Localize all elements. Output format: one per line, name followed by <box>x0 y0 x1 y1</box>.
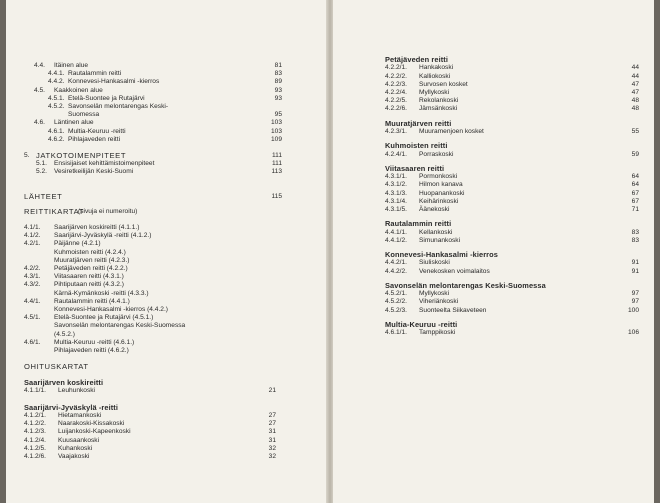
portage-page: 91 <box>631 259 639 267</box>
toc-code: 4.5. <box>34 86 45 94</box>
portage-code: 4.1.2/2. <box>24 420 46 428</box>
portage-section-title: Savonselän melontarengas Keski-Suomessa <box>385 280 546 290</box>
portage-text: Pormonkoski <box>419 173 458 181</box>
toc-code: 5. <box>24 152 30 159</box>
portage-code: 4.1.2/6. <box>24 453 46 460</box>
portage-code: 4.2.2/6. <box>385 105 407 113</box>
portage-page: 44 <box>631 64 639 72</box>
toc-page: 103 <box>270 127 282 135</box>
portage-page: 59 <box>631 150 639 158</box>
portage-code: 4.2.2/1. <box>385 64 407 72</box>
portage-page: 67 <box>631 189 639 197</box>
toc-page: 89 <box>274 78 282 86</box>
portage-text: Suonteelta Siikaveteen <box>419 306 487 314</box>
toc-title: Savonselän melontarengas Keski- <box>68 103 169 110</box>
portage-page: 32 <box>268 444 276 452</box>
toc-code: 4.4.1. <box>48 70 65 78</box>
toc-title: Itäinen alue <box>54 62 89 69</box>
portage-code: 4.2.4/1. <box>385 150 407 158</box>
toc-title: Suomessa <box>68 111 100 119</box>
toc-title: Pihlajaveden reitti <box>68 135 121 143</box>
portage-code: 4.1.2/1. <box>24 412 46 419</box>
portage-page: 21 <box>268 387 276 395</box>
portage-text: Myllykoski <box>419 89 450 96</box>
sources-heading: LÄHTEET <box>24 192 63 201</box>
portage-code: 4.4.1/1. <box>385 228 407 236</box>
left-page <box>6 0 328 503</box>
portage-code: 4.1.1/1. <box>24 387 46 395</box>
toc-title: Etelä-Suontee ja Rutajärvi <box>68 94 145 102</box>
portage-page: 97 <box>631 290 639 298</box>
portage-text: Survosen kosket <box>419 80 468 88</box>
portage-code: 4.5.2/3. <box>385 306 407 314</box>
portage-text: Luijankoski-Kapeenkoski <box>58 428 131 436</box>
route-map-code: 4.1/1. <box>24 224 41 231</box>
portage-section-title: Multia-Keuruu -reitti <box>385 319 458 329</box>
toc-code: 4.4.2. <box>48 78 65 86</box>
route-map-text: Rautalammin reitti (4.4.1.) <box>54 297 130 305</box>
toc-title: Vesiretkeilijän Keski-Suomi <box>54 168 134 176</box>
right-edge <box>654 0 660 503</box>
portage-page: 67 <box>631 197 639 205</box>
portage-page: 47 <box>631 80 639 88</box>
route-map-text: Savonselän melontarengas Keski-Suomessa <box>54 322 186 330</box>
toc-page: 93 <box>274 86 282 94</box>
portage-text: Huopanankoski <box>419 189 465 197</box>
route-map-text: Konnevesi-Hankasalmi -kierros (4.4.2.) <box>54 306 168 313</box>
portage-text: Vaajakoski <box>58 453 90 460</box>
toc-code: 4.5.2. <box>48 103 65 110</box>
portage-text: Hankakoski <box>419 64 454 72</box>
route-map-code: 4.2/1. <box>24 240 41 248</box>
portage-code: 4.4.1/2. <box>385 236 407 244</box>
portage-text: Hilmon kanava <box>419 181 463 189</box>
portage-text: Kalliokoski <box>419 72 451 80</box>
portage-page: 31 <box>268 436 276 444</box>
portage-code: 4.6.1/1. <box>385 329 407 337</box>
portage-code: 4.1.2/4. <box>24 436 46 444</box>
route-map-code: 4.4/1. <box>24 297 41 305</box>
toc-page: 111 <box>271 152 282 159</box>
portage-text: Porraskoski <box>419 150 454 158</box>
toc-title: Ensisijaiset kehittämistoimenpiteet <box>54 160 155 168</box>
portage-text: Myllykoski <box>419 290 450 298</box>
portage-page: 32 <box>268 453 276 460</box>
portage-code: 4.4.2/1. <box>385 259 407 267</box>
portage-text: Viheriänkoski <box>419 298 459 306</box>
portage-text: Naarakoski-Kissakoski <box>58 420 125 428</box>
portage-page: 44 <box>631 72 639 80</box>
toc-title: JATKOTOIMENPITEET <box>36 151 127 160</box>
toc-title: Läntinen alue <box>54 119 94 127</box>
portage-text: Leuhunkoski <box>58 387 96 395</box>
toc-code: 5.1. <box>36 160 47 168</box>
route-map-text: (4.5.2.) <box>54 330 75 338</box>
route-map-text: Päijänne (4.2.1) <box>54 240 101 248</box>
route-map-code: 4.6/1. <box>24 338 41 346</box>
route-map-code: 4.3/2. <box>24 281 41 289</box>
portage-page: 48 <box>631 105 639 113</box>
route-maps-note: (sivuja ei numeroitu) <box>78 208 138 215</box>
portage-section-title: Petäjäveden reitti <box>385 55 449 64</box>
portage-code: 4.2.2/3. <box>385 80 407 88</box>
route-map-text: Saarijärvi-Jyväskylä -reitti (4.1.2.) <box>54 232 152 240</box>
portage-section-title: Viitasaaren reitti <box>385 163 445 173</box>
toc-page: 111 <box>271 160 282 168</box>
portage-page: 71 <box>631 206 639 213</box>
route-map-text: Saarijärven koskireitti (4.1.1.) <box>54 224 140 231</box>
route-map-text: Multia-Keuruu -reitti (4.6.1.) <box>54 338 135 346</box>
toc-code: 4.6. <box>34 119 45 127</box>
portage-code: 4.2.2/4. <box>385 89 407 96</box>
toc-page: 83 <box>274 70 282 78</box>
portage-text: Jämsänkoski <box>419 105 458 113</box>
portage-code: 4.4.2/2. <box>385 267 407 275</box>
route-map-text: Pihtiputaan reitti (4.3.2.) <box>54 281 125 289</box>
portage-text: Venekosken voimalaitos <box>419 267 490 275</box>
route-map-code: 4.1/2. <box>24 232 41 240</box>
toc-page: 103 <box>270 119 282 127</box>
portage-text: Siuliskoski <box>419 259 450 267</box>
portage-code: 4.3.1/1. <box>385 173 407 181</box>
toc-title: Rautalammin reitti <box>68 70 122 78</box>
route-map-code: 4.2/2. <box>24 265 41 272</box>
toc-code: 4.4. <box>34 62 45 69</box>
portage-page: 27 <box>268 412 276 419</box>
toc-page: 81 <box>274 62 282 69</box>
portage-page: 64 <box>631 173 639 181</box>
route-map-text: Pihlajaveden reitti (4.6.2.) <box>54 347 129 354</box>
right-page <box>333 0 654 503</box>
portage-text: Muuramenjoen kosket <box>419 128 484 135</box>
portage-maps-heading: OHITUSKARTAT <box>24 362 89 371</box>
toc-page: 93 <box>274 94 282 102</box>
toc-page: 109 <box>270 135 282 143</box>
portage-section-title: Konnevesi-Hankasalmi -kierros <box>385 250 498 259</box>
toc-page: 95 <box>274 111 282 119</box>
portage-page: 27 <box>268 420 276 428</box>
portage-code: 4.3.1/5. <box>385 206 407 213</box>
toc-title: Kaakkoinen alue <box>54 86 103 94</box>
route-map-text: Muuratjärven reitti (4.2.3.) <box>54 256 130 264</box>
portage-code: 4.3.1/2. <box>385 181 407 189</box>
portage-text: Rekolankoski <box>419 97 459 105</box>
portage-section-title: Saarijärvi-Jyväskylä -reitti <box>24 402 119 412</box>
route-map-code: 4.5/1. <box>24 314 41 322</box>
portage-code: 4.1.2/5. <box>24 444 46 452</box>
portage-page: 83 <box>631 236 639 244</box>
portage-text: Kuhankoski <box>58 444 93 452</box>
portage-text: Simunankoski <box>419 236 461 244</box>
portage-text: Äänekoski <box>419 206 450 213</box>
toc-code: 4.6.1. <box>48 127 65 135</box>
toc-page: 113 <box>271 168 282 176</box>
sources-page: 115 <box>271 193 282 200</box>
portage-page: 31 <box>268 428 276 436</box>
portage-page: 100 <box>627 306 639 314</box>
portage-page: 106 <box>627 329 639 337</box>
portage-code: 4.2.3/1. <box>385 128 407 135</box>
route-map-text: Kärnä-Kymänkoski -reitti (4.3.3.) <box>54 289 149 297</box>
portage-page: 64 <box>631 181 639 189</box>
route-maps-heading: REITTIKARTAT <box>24 207 84 216</box>
portage-section-title: Saarijärven koskireitti <box>24 378 104 387</box>
portage-page: 55 <box>631 128 639 135</box>
portage-page: 48 <box>631 97 639 105</box>
portage-section-title: Muuratjärven reitti <box>385 118 452 128</box>
route-map-code: 4.3/1. <box>24 273 41 281</box>
portage-text: Hietamankoski <box>58 412 102 419</box>
portage-text: Tamppikoski <box>419 329 456 337</box>
portage-text: Kellankoski <box>419 228 453 236</box>
portage-text: Keihärinkoski <box>419 197 459 205</box>
toc-code: 4.5.1. <box>48 94 65 102</box>
toc-title: Multia-Keuruu -reitti <box>68 127 126 135</box>
toc-code: 5.2. <box>36 168 47 176</box>
toc-title: Konnevesi-Hankasalmi -kierros <box>68 78 160 86</box>
route-map-text: Kuhmoisten reitti (4.2.4.) <box>54 248 126 256</box>
portage-page: 47 <box>631 89 639 96</box>
portage-page: 97 <box>631 298 639 306</box>
toc-code: 4.6.2. <box>48 135 65 143</box>
portage-code: 4.3.1/4. <box>385 197 407 205</box>
portage-code: 4.5.2/1. <box>385 290 407 298</box>
portage-section-title: Rautalammin reitti <box>385 219 452 229</box>
portage-page: 91 <box>631 267 639 275</box>
portage-page: 83 <box>631 228 639 236</box>
portage-code: 4.5.2/2. <box>385 298 407 306</box>
portage-text: Kuusaankoski <box>58 436 100 444</box>
portage-section-title: Kuhmoisten reitti <box>385 141 448 151</box>
route-map-text: Etelä-Suontee ja Rutajärvi (4.5.1.) <box>54 314 154 322</box>
portage-code: 4.2.2/2. <box>385 72 407 80</box>
route-map-text: Viitasaaren reitti (4.3.1.) <box>54 273 124 281</box>
route-map-text: Petäjäveden reitti (4.2.2.) <box>54 265 128 272</box>
portage-code: 4.3.1/3. <box>385 189 407 197</box>
portage-code: 4.2.2/5. <box>385 97 407 105</box>
portage-code: 4.1.2/3. <box>24 428 46 436</box>
